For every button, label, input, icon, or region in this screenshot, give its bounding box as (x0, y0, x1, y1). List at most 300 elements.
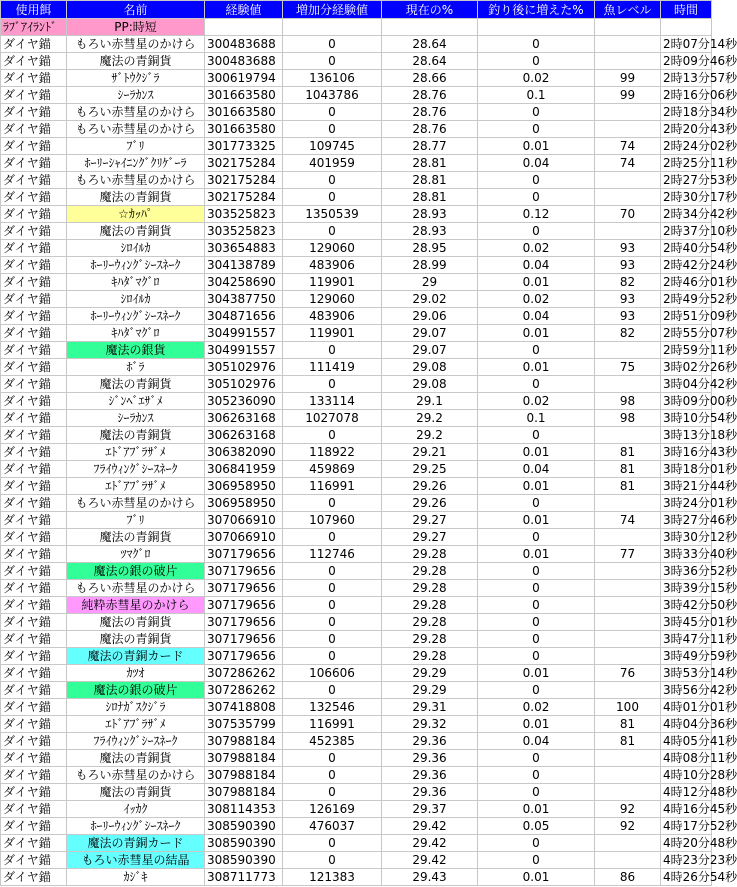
exp-cell[interactable]: 306382090 (205, 444, 283, 461)
gain-cell[interactable]: 119901 (283, 274, 382, 291)
exp-cell[interactable]: 301663580 (205, 121, 283, 138)
inc-cell[interactable]: 0 (478, 376, 595, 393)
empty-cell[interactable] (478, 19, 595, 36)
gain-cell[interactable]: 119901 (283, 325, 382, 342)
empty-cell[interactable] (661, 19, 712, 36)
gain-cell[interactable]: 476037 (283, 818, 382, 835)
time-cell[interactable]: 2時13分57秒 (661, 70, 712, 87)
pct-cell[interactable]: 29.36 (382, 767, 478, 784)
pct-cell[interactable]: 29.42 (382, 818, 478, 835)
level-cell[interactable]: 92 (595, 818, 661, 835)
name-cell[interactable]: ｴﾄﾞｱﾌﾞﾗｻﾞﾒ (67, 478, 205, 495)
name-cell[interactable]: ﾌﾞﾘ (67, 512, 205, 529)
gain-cell[interactable]: 459869 (283, 461, 382, 478)
inc-cell[interactable]: 0.02 (478, 70, 595, 87)
level-cell[interactable] (595, 172, 661, 189)
level-cell[interactable]: 81 (595, 478, 661, 495)
inc-cell[interactable]: 0.01 (478, 546, 595, 563)
level-cell[interactable] (595, 495, 661, 512)
level-cell[interactable]: 93 (595, 291, 661, 308)
bait-cell[interactable]: ダイヤ錨 (1, 852, 67, 869)
exp-cell[interactable]: 307988184 (205, 750, 283, 767)
time-cell[interactable]: 3時39分15秒 (661, 580, 712, 597)
gain-cell[interactable]: 0 (283, 53, 382, 70)
exp-cell[interactable]: 300483688 (205, 53, 283, 70)
name-cell[interactable]: 純粋赤彗星のかけら (67, 597, 205, 614)
name-cell[interactable]: もろい赤彗星の結晶 (67, 852, 205, 869)
exp-cell[interactable]: 307179656 (205, 563, 283, 580)
bait-cell[interactable]: ダイヤ錨 (1, 512, 67, 529)
name-cell[interactable]: 魔法の青銅貨 (67, 784, 205, 801)
inc-cell[interactable]: 0 (478, 189, 595, 206)
gain-cell[interactable]: 1027078 (283, 410, 382, 427)
name-cell[interactable]: ﾌﾗｲｳｨﾝｸﾞｼｰｽﾈｰｸ (67, 461, 205, 478)
gain-cell[interactable]: 0 (283, 597, 382, 614)
name-cell[interactable]: もろい赤彗星のかけら (67, 172, 205, 189)
level-cell[interactable]: 93 (595, 240, 661, 257)
bait-cell[interactable]: ダイヤ錨 (1, 155, 67, 172)
time-cell[interactable]: 3時16分43秒 (661, 444, 712, 461)
pct-cell[interactable]: 28.93 (382, 223, 478, 240)
level-cell[interactable] (595, 189, 661, 206)
exp-cell[interactable]: 304991557 (205, 325, 283, 342)
pct-cell[interactable]: 29.28 (382, 614, 478, 631)
name-cell[interactable]: 魔法の銀貨 (67, 342, 205, 359)
column-header[interactable]: 名前 (67, 1, 205, 19)
bait-cell[interactable]: ダイヤ錨 (1, 495, 67, 512)
time-cell[interactable]: 2時30分17秒 (661, 189, 712, 206)
time-cell[interactable]: 4時17分52秒 (661, 818, 712, 835)
bait-cell[interactable]: ダイヤ錨 (1, 53, 67, 70)
name-cell[interactable]: ｶﾂｵ (67, 665, 205, 682)
level-cell[interactable] (595, 597, 661, 614)
inc-cell[interactable]: 0 (478, 36, 595, 53)
time-cell[interactable]: 4時20分48秒 (661, 835, 712, 852)
level-cell[interactable]: 98 (595, 393, 661, 410)
inc-cell[interactable]: 0 (478, 631, 595, 648)
level-cell[interactable]: 77 (595, 546, 661, 563)
pct-cell[interactable]: 28.77 (382, 138, 478, 155)
time-cell[interactable]: 3時27分46秒 (661, 512, 712, 529)
column-header[interactable]: 現在の% (382, 1, 478, 19)
time-cell[interactable]: 3時24分01秒 (661, 495, 712, 512)
level-cell[interactable]: 81 (595, 733, 661, 750)
bait-cell[interactable]: ダイヤ錨 (1, 648, 67, 665)
pct-cell[interactable]: 28.66 (382, 70, 478, 87)
exp-cell[interactable]: 303525823 (205, 206, 283, 223)
pct-cell[interactable]: 28.81 (382, 172, 478, 189)
gain-cell[interactable]: 0 (283, 376, 382, 393)
exp-cell[interactable]: 304258690 (205, 274, 283, 291)
inc-cell[interactable]: 0 (478, 784, 595, 801)
pct-cell[interactable]: 29.06 (382, 308, 478, 325)
bait-cell[interactable]: ダイヤ錨 (1, 172, 67, 189)
level-cell[interactable] (595, 121, 661, 138)
bait-cell[interactable]: ダイヤ錨 (1, 291, 67, 308)
time-cell[interactable]: 2時42分24秒 (661, 257, 712, 274)
inc-cell[interactable]: 0 (478, 580, 595, 597)
inc-cell[interactable]: 0.02 (478, 291, 595, 308)
inc-cell[interactable]: 0 (478, 223, 595, 240)
pct-cell[interactable]: 28.95 (382, 240, 478, 257)
pct-cell[interactable]: 28.81 (382, 189, 478, 206)
gain-cell[interactable]: 0 (283, 835, 382, 852)
inc-cell[interactable]: 0 (478, 104, 595, 121)
inc-cell[interactable]: 0.04 (478, 308, 595, 325)
gain-cell[interactable]: 129060 (283, 240, 382, 257)
exp-cell[interactable]: 307179656 (205, 614, 283, 631)
pct-cell[interactable]: 28.99 (382, 257, 478, 274)
exp-cell[interactable]: 305102976 (205, 359, 283, 376)
bait-cell[interactable]: ダイヤ錨 (1, 478, 67, 495)
empty-cell[interactable] (595, 19, 661, 36)
column-header[interactable]: 使用餌 (1, 1, 67, 19)
name-cell[interactable]: 魔法の青銅貨 (67, 53, 205, 70)
bait-cell[interactable]: ダイヤ錨 (1, 257, 67, 274)
exp-cell[interactable]: 307535799 (205, 716, 283, 733)
bait-cell[interactable]: ダイヤ錨 (1, 138, 67, 155)
inc-cell[interactable]: 0.02 (478, 240, 595, 257)
time-cell[interactable]: 4時10分28秒 (661, 767, 712, 784)
gain-cell[interactable]: 0 (283, 614, 382, 631)
gain-cell[interactable]: 0 (283, 223, 382, 240)
pct-cell[interactable]: 28.81 (382, 155, 478, 172)
gain-cell[interactable]: 0 (283, 427, 382, 444)
level-cell[interactable] (595, 767, 661, 784)
level-cell[interactable] (595, 376, 661, 393)
bait-cell[interactable]: ダイヤ錨 (1, 665, 67, 682)
time-cell[interactable]: 4時12分48秒 (661, 784, 712, 801)
name-cell[interactable]: ｴﾄﾞｱﾌﾞﾗｻﾞﾒ (67, 716, 205, 733)
name-cell[interactable]: ｼﾛｲﾙｶ (67, 291, 205, 308)
name-cell[interactable]: ﾎｰﾘｰｳｨﾝｸﾞｼｰｽﾈｰｸ (67, 257, 205, 274)
level-cell[interactable]: 81 (595, 444, 661, 461)
gain-cell[interactable]: 132546 (283, 699, 382, 716)
exp-cell[interactable]: 308590390 (205, 835, 283, 852)
exp-cell[interactable]: 307418808 (205, 699, 283, 716)
island-cell[interactable]: ﾗﾌﾞｱｲﾗﾝﾄﾞ (1, 19, 67, 36)
name-cell[interactable]: 魔法の青銅貨 (67, 376, 205, 393)
exp-cell[interactable]: 305236090 (205, 393, 283, 410)
inc-cell[interactable]: 0 (478, 563, 595, 580)
time-cell[interactable]: 2時09分46秒 (661, 53, 712, 70)
name-cell[interactable]: ﾌﾞﾘ (67, 138, 205, 155)
bait-cell[interactable]: ダイヤ錨 (1, 614, 67, 631)
gain-cell[interactable]: 0 (283, 342, 382, 359)
bait-cell[interactable]: ダイヤ錨 (1, 70, 67, 87)
bait-cell[interactable]: ダイヤ錨 (1, 818, 67, 835)
gain-cell[interactable]: 452385 (283, 733, 382, 750)
gain-cell[interactable]: 483906 (283, 257, 382, 274)
name-cell[interactable]: ｼﾞﾝﾍﾞｴｻﾞﾒ (67, 393, 205, 410)
bait-cell[interactable]: ダイヤ錨 (1, 597, 67, 614)
inc-cell[interactable]: 0 (478, 750, 595, 767)
inc-cell[interactable]: 0 (478, 767, 595, 784)
inc-cell[interactable]: 0 (478, 342, 595, 359)
name-cell[interactable]: もろい赤彗星のかけら (67, 121, 205, 138)
pct-cell[interactable]: 29.37 (382, 801, 478, 818)
level-cell[interactable] (595, 852, 661, 869)
level-cell[interactable] (595, 648, 661, 665)
bait-cell[interactable]: ダイヤ錨 (1, 240, 67, 257)
level-cell[interactable] (595, 835, 661, 852)
pct-cell[interactable]: 29.2 (382, 427, 478, 444)
level-cell[interactable]: 92 (595, 801, 661, 818)
exp-cell[interactable]: 306958950 (205, 495, 283, 512)
pct-cell[interactable]: 29.2 (382, 410, 478, 427)
pct-cell[interactable]: 29.42 (382, 835, 478, 852)
pct-cell[interactable]: 29.28 (382, 546, 478, 563)
pct-cell[interactable]: 28.76 (382, 87, 478, 104)
name-cell[interactable]: ｻﾞﾄｳｸｼﾞﾗ (67, 70, 205, 87)
time-cell[interactable]: 2時16分06秒 (661, 87, 712, 104)
name-cell[interactable]: ｼｰﾗｶﾝｽ (67, 410, 205, 427)
name-cell[interactable]: ｼｰﾗｶﾝｽ (67, 87, 205, 104)
bait-cell[interactable]: ダイヤ錨 (1, 733, 67, 750)
pct-cell[interactable]: 29.21 (382, 444, 478, 461)
gain-cell[interactable]: 0 (283, 189, 382, 206)
time-cell[interactable]: 3時56分42秒 (661, 682, 712, 699)
pct-cell[interactable]: 29.02 (382, 291, 478, 308)
bait-cell[interactable]: ダイヤ錨 (1, 580, 67, 597)
column-header[interactable]: 魚レベル (595, 1, 661, 19)
inc-cell[interactable]: 0 (478, 495, 595, 512)
exp-cell[interactable]: 308590390 (205, 818, 283, 835)
exp-cell[interactable]: 307286262 (205, 682, 283, 699)
level-cell[interactable]: 93 (595, 308, 661, 325)
pct-cell[interactable]: 28.93 (382, 206, 478, 223)
name-cell[interactable]: ｼﾛﾅｶﾞｽｸｼﾞﾗ (67, 699, 205, 716)
gain-cell[interactable]: 0 (283, 36, 382, 53)
inc-cell[interactable]: 0 (478, 121, 595, 138)
gain-cell[interactable]: 133114 (283, 393, 382, 410)
bait-cell[interactable]: ダイヤ錨 (1, 699, 67, 716)
pct-cell[interactable]: 29.28 (382, 597, 478, 614)
level-cell[interactable] (595, 784, 661, 801)
exp-cell[interactable]: 303525823 (205, 223, 283, 240)
gain-cell[interactable]: 0 (283, 104, 382, 121)
bait-cell[interactable]: ダイヤ錨 (1, 206, 67, 223)
gain-cell[interactable]: 129060 (283, 291, 382, 308)
pct-cell[interactable]: 29.28 (382, 648, 478, 665)
time-cell[interactable]: 3時36分52秒 (661, 563, 712, 580)
bait-cell[interactable]: ダイヤ錨 (1, 274, 67, 291)
gain-cell[interactable]: 483906 (283, 308, 382, 325)
level-cell[interactable] (595, 631, 661, 648)
exp-cell[interactable]: 307988184 (205, 767, 283, 784)
time-cell[interactable]: 3時18分01秒 (661, 461, 712, 478)
gain-cell[interactable]: 0 (283, 852, 382, 869)
inc-cell[interactable]: 0.01 (478, 512, 595, 529)
bait-cell[interactable]: ダイヤ錨 (1, 342, 67, 359)
bait-cell[interactable]: ダイヤ錨 (1, 325, 67, 342)
level-cell[interactable]: 86 (595, 869, 661, 886)
pct-cell[interactable]: 29 (382, 274, 478, 291)
time-cell[interactable]: 4時05分41秒 (661, 733, 712, 750)
name-cell[interactable]: ﾎｰﾘｰｳｨﾝｸﾞｼｰｽﾈｰｸ (67, 818, 205, 835)
bait-cell[interactable]: ダイヤ錨 (1, 631, 67, 648)
inc-cell[interactable]: 0.1 (478, 410, 595, 427)
level-cell[interactable]: 74 (595, 138, 661, 155)
gain-cell[interactable]: 116991 (283, 716, 382, 733)
gain-cell[interactable]: 0 (283, 495, 382, 512)
exp-cell[interactable]: 304991557 (205, 342, 283, 359)
level-cell[interactable] (595, 36, 661, 53)
exp-cell[interactable]: 300619794 (205, 70, 283, 87)
bait-cell[interactable]: ダイヤ錨 (1, 36, 67, 53)
name-cell[interactable]: ☆ｶｯﾊﾟ (67, 206, 205, 223)
level-cell[interactable] (595, 563, 661, 580)
bait-cell[interactable]: ダイヤ錨 (1, 393, 67, 410)
exp-cell[interactable]: 303654883 (205, 240, 283, 257)
level-cell[interactable]: 74 (595, 512, 661, 529)
gain-cell[interactable]: 136106 (283, 70, 382, 87)
inc-cell[interactable]: 0.01 (478, 325, 595, 342)
gain-cell[interactable]: 109745 (283, 138, 382, 155)
inc-cell[interactable]: 0.01 (478, 359, 595, 376)
gain-cell[interactable]: 107960 (283, 512, 382, 529)
name-cell[interactable]: ﾌﾗｲｳｨﾝｸﾞｼｰｽﾈｰｸ (67, 733, 205, 750)
time-cell[interactable]: 2時18分34秒 (661, 104, 712, 121)
gain-cell[interactable]: 0 (283, 682, 382, 699)
time-cell[interactable]: 2時51分09秒 (661, 308, 712, 325)
gain-cell[interactable]: 0 (283, 580, 382, 597)
name-cell[interactable]: もろい赤彗星のかけら (67, 104, 205, 121)
exp-cell[interactable]: 306958950 (205, 478, 283, 495)
inc-cell[interactable]: 0.01 (478, 869, 595, 886)
name-cell[interactable]: もろい赤彗星のかけら (67, 767, 205, 784)
time-cell[interactable]: 3時33分40秒 (661, 546, 712, 563)
pct-cell[interactable]: 29.26 (382, 478, 478, 495)
level-cell[interactable] (595, 750, 661, 767)
exp-cell[interactable]: 304387750 (205, 291, 283, 308)
exp-cell[interactable]: 305102976 (205, 376, 283, 393)
exp-cell[interactable]: 302175284 (205, 155, 283, 172)
bait-cell[interactable]: ダイヤ錨 (1, 682, 67, 699)
time-cell[interactable]: 3時49分59秒 (661, 648, 712, 665)
gain-cell[interactable]: 118922 (283, 444, 382, 461)
inc-cell[interactable]: 0.02 (478, 393, 595, 410)
exp-cell[interactable]: 306841959 (205, 461, 283, 478)
time-cell[interactable]: 4時08分11秒 (661, 750, 712, 767)
inc-cell[interactable]: 0.04 (478, 257, 595, 274)
pct-cell[interactable]: 29.29 (382, 682, 478, 699)
pct-cell[interactable]: 29.36 (382, 733, 478, 750)
pct-cell[interactable]: 29.43 (382, 869, 478, 886)
column-header[interactable]: 増加分経験値 (283, 1, 382, 19)
pct-cell[interactable]: 29.08 (382, 359, 478, 376)
level-cell[interactable] (595, 53, 661, 70)
time-cell[interactable]: 2時24分02秒 (661, 138, 712, 155)
level-cell[interactable] (595, 342, 661, 359)
gain-cell[interactable]: 0 (283, 172, 382, 189)
gain-cell[interactable]: 0 (283, 767, 382, 784)
column-header[interactable]: 釣り後に増えた% (478, 1, 595, 19)
level-cell[interactable] (595, 614, 661, 631)
level-cell[interactable] (595, 580, 661, 597)
time-cell[interactable]: 2時07分14秒 (661, 36, 712, 53)
name-cell[interactable]: ﾎｰﾘｰｳｨﾝｸﾞｼｰｽﾈｰｸ (67, 308, 205, 325)
pct-cell[interactable]: 28.76 (382, 121, 478, 138)
level-cell[interactable]: 93 (595, 257, 661, 274)
level-cell[interactable] (595, 104, 661, 121)
exp-cell[interactable]: 304138789 (205, 257, 283, 274)
inc-cell[interactable]: 0 (478, 682, 595, 699)
name-cell[interactable]: 魔法の銀の破片 (67, 682, 205, 699)
time-cell[interactable]: 2時59分11秒 (661, 342, 712, 359)
bait-cell[interactable]: ダイヤ錨 (1, 376, 67, 393)
exp-cell[interactable]: 306263168 (205, 410, 283, 427)
exp-cell[interactable]: 301663580 (205, 87, 283, 104)
name-cell[interactable]: 魔法の青銅貨 (67, 750, 205, 767)
inc-cell[interactable]: 0.01 (478, 665, 595, 682)
exp-cell[interactable]: 307179656 (205, 648, 283, 665)
time-cell[interactable]: 2時46分01秒 (661, 274, 712, 291)
exp-cell[interactable]: 307066910 (205, 512, 283, 529)
level-cell[interactable]: 99 (595, 87, 661, 104)
exp-cell[interactable]: 307988184 (205, 733, 283, 750)
pct-cell[interactable]: 29.28 (382, 580, 478, 597)
pct-cell[interactable]: 29.32 (382, 716, 478, 733)
gain-cell[interactable]: 121383 (283, 869, 382, 886)
bait-cell[interactable]: ダイヤ錨 (1, 869, 67, 886)
exp-cell[interactable]: 307179656 (205, 597, 283, 614)
level-cell[interactable] (595, 529, 661, 546)
inc-cell[interactable]: 0 (478, 172, 595, 189)
level-cell[interactable]: 100 (595, 699, 661, 716)
pct-cell[interactable]: 28.64 (382, 53, 478, 70)
name-cell[interactable]: ｶｼﾞｷ (67, 869, 205, 886)
inc-cell[interactable]: 0 (478, 614, 595, 631)
bait-cell[interactable]: ダイヤ錨 (1, 444, 67, 461)
name-cell[interactable]: ｷﾊﾀﾞﾏｸﾞﾛ (67, 274, 205, 291)
exp-cell[interactable]: 307066910 (205, 529, 283, 546)
name-cell[interactable]: ﾎｰﾘｰｼｬｲﾆﾝｸﾞｸﾘｹﾞｰﾗ (67, 155, 205, 172)
exp-cell[interactable]: 308711773 (205, 869, 283, 886)
inc-cell[interactable]: 0.01 (478, 801, 595, 818)
inc-cell[interactable]: 0.01 (478, 274, 595, 291)
time-cell[interactable]: 2時34分42秒 (661, 206, 712, 223)
pct-cell[interactable]: 29.36 (382, 750, 478, 767)
pct-cell[interactable]: 29.27 (382, 529, 478, 546)
pp-cell[interactable]: PP:時短 (67, 19, 205, 36)
inc-cell[interactable]: 0.1 (478, 87, 595, 104)
level-cell[interactable]: 81 (595, 716, 661, 733)
exp-cell[interactable]: 308114353 (205, 801, 283, 818)
time-cell[interactable]: 4時23分23秒 (661, 852, 712, 869)
time-cell[interactable]: 3時04分42秒 (661, 376, 712, 393)
name-cell[interactable]: 魔法の青銅貨 (67, 631, 205, 648)
gain-cell[interactable]: 111419 (283, 359, 382, 376)
inc-cell[interactable]: 0.01 (478, 478, 595, 495)
bait-cell[interactable]: ダイヤ錨 (1, 750, 67, 767)
gain-cell[interactable]: 0 (283, 563, 382, 580)
time-cell[interactable]: 2時55分07秒 (661, 325, 712, 342)
name-cell[interactable]: ﾂﾏｸﾞﾛ (67, 546, 205, 563)
level-cell[interactable] (595, 427, 661, 444)
exp-cell[interactable]: 300483688 (205, 36, 283, 53)
inc-cell[interactable]: 0.04 (478, 155, 595, 172)
exp-cell[interactable]: 302175284 (205, 189, 283, 206)
inc-cell[interactable]: 0 (478, 529, 595, 546)
name-cell[interactable]: 魔法の青銅貨 (67, 427, 205, 444)
bait-cell[interactable]: ダイヤ錨 (1, 104, 67, 121)
level-cell[interactable]: 99 (595, 70, 661, 87)
empty-cell[interactable] (283, 19, 382, 36)
pct-cell[interactable]: 29.27 (382, 512, 478, 529)
level-cell[interactable]: 98 (595, 410, 661, 427)
level-cell[interactable]: 75 (595, 359, 661, 376)
